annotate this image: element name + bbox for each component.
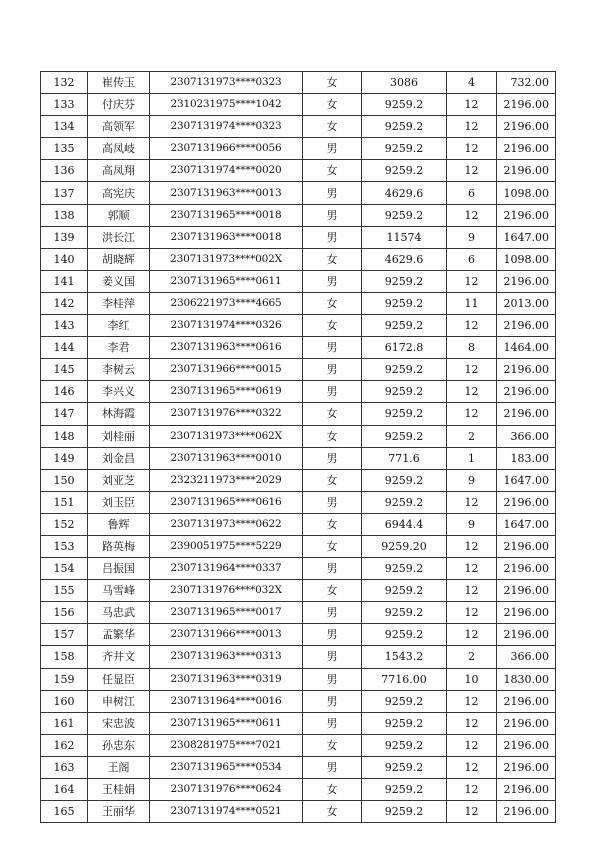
id-number-cell: 2323211973****2029 <box>150 469 303 491</box>
name-cell: 王桂娟 <box>88 779 150 801</box>
amount-cell: 2196.00 <box>497 381 556 403</box>
row-number-cell: 139 <box>41 226 88 248</box>
gender-cell: 男 <box>303 491 362 513</box>
base-amount-cell: 9259.2 <box>362 315 447 337</box>
id-number-cell: 2307131963****0313 <box>150 646 303 668</box>
name-cell: 胡晓辉 <box>88 248 150 270</box>
amount-cell: 732.00 <box>497 72 556 94</box>
row-number-cell: 133 <box>41 94 88 116</box>
months-cell: 6 <box>447 248 497 270</box>
id-number-cell: 2307131965****0611 <box>150 712 303 734</box>
base-amount-cell: 9259.2 <box>362 624 447 646</box>
table-row <box>41 513 556 535</box>
amount-cell: 1830.00 <box>497 668 556 690</box>
table-row <box>41 646 556 668</box>
id-number-cell: 2307131964****0337 <box>150 558 303 580</box>
months-cell: 12 <box>447 381 497 403</box>
table-row <box>41 226 556 248</box>
id-number-cell: 2307131965****0018 <box>150 204 303 226</box>
amount-cell: 2196.00 <box>497 756 556 778</box>
row-number-cell: 132 <box>41 72 88 94</box>
id-number-cell: 2307131973****0323 <box>150 72 303 94</box>
months-cell: 12 <box>447 712 497 734</box>
gender-cell: 男 <box>303 204 362 226</box>
id-number-cell: 2307131973****0622 <box>150 513 303 535</box>
id-number-cell: 2307131965****0616 <box>150 491 303 513</box>
amount-cell: 366.00 <box>497 425 556 447</box>
gender-cell: 女 <box>303 580 362 602</box>
base-amount-cell: 9259.2 <box>362 425 447 447</box>
months-cell: 12 <box>447 690 497 712</box>
table-row <box>41 779 556 801</box>
amount-cell: 2196.00 <box>497 535 556 557</box>
id-number-cell: 2306221973****4665 <box>150 292 303 314</box>
name-cell: 王阁 <box>88 756 150 778</box>
name-cell: 高宪庆 <box>88 182 150 204</box>
months-cell: 8 <box>447 337 497 359</box>
id-number-cell: 2310231975****1042 <box>150 94 303 116</box>
name-cell: 洪长江 <box>88 226 150 248</box>
amount-cell: 366.00 <box>497 646 556 668</box>
id-number-cell: 2307131965****0619 <box>150 381 303 403</box>
row-number-cell: 153 <box>41 535 88 557</box>
months-cell: 12 <box>447 756 497 778</box>
amount-cell: 1098.00 <box>497 248 556 270</box>
months-cell: 12 <box>447 734 497 756</box>
amount-cell: 2196.00 <box>497 138 556 160</box>
name-cell: 马忠武 <box>88 602 150 624</box>
gender-cell: 女 <box>303 248 362 270</box>
base-amount-cell: 9259.2 <box>362 558 447 580</box>
name-cell: 路英梅 <box>88 535 150 557</box>
months-cell: 12 <box>447 94 497 116</box>
gender-cell: 女 <box>303 734 362 756</box>
row-number-cell: 154 <box>41 558 88 580</box>
row-number-cell: 137 <box>41 182 88 204</box>
table-row <box>41 734 556 756</box>
table-row <box>41 116 556 138</box>
months-cell: 12 <box>447 491 497 513</box>
name-cell: 李兴义 <box>88 381 150 403</box>
base-amount-cell: 9259.2 <box>362 602 447 624</box>
table-row <box>41 381 556 403</box>
name-cell: 孙忠东 <box>88 734 150 756</box>
base-amount-cell: 9259.2 <box>362 204 447 226</box>
gender-cell: 女 <box>303 403 362 425</box>
row-number-cell: 149 <box>41 447 88 469</box>
months-cell: 6 <box>447 182 497 204</box>
id-number-cell: 2307131964****0016 <box>150 690 303 712</box>
row-number-cell: 151 <box>41 491 88 513</box>
id-number-cell: 2307131976****0624 <box>150 779 303 801</box>
amount-cell: 2196.00 <box>497 690 556 712</box>
gender-cell: 男 <box>303 690 362 712</box>
table-row <box>41 535 556 557</box>
gender-cell: 男 <box>303 138 362 160</box>
amount-cell: 2196.00 <box>497 734 556 756</box>
amount-cell: 2196.00 <box>497 116 556 138</box>
base-amount-cell: 9259.2 <box>362 491 447 513</box>
row-number-cell: 155 <box>41 580 88 602</box>
table-row <box>41 337 556 359</box>
months-cell: 9 <box>447 226 497 248</box>
base-amount-cell: 9259.2 <box>362 469 447 491</box>
months-cell: 12 <box>447 624 497 646</box>
gender-cell: 女 <box>303 116 362 138</box>
base-amount-cell: 771.6 <box>362 447 447 469</box>
row-number-cell: 165 <box>41 801 88 823</box>
amount-cell: 2196.00 <box>497 491 556 513</box>
name-cell: 李红 <box>88 315 150 337</box>
name-cell: 林海霞 <box>88 403 150 425</box>
amount-cell: 2196.00 <box>497 270 556 292</box>
row-number-cell: 145 <box>41 359 88 381</box>
name-cell: 吕振国 <box>88 558 150 580</box>
amount-cell: 2013.00 <box>497 292 556 314</box>
table-row <box>41 204 556 226</box>
gender-cell: 男 <box>303 712 362 734</box>
name-cell: 宋忠波 <box>88 712 150 734</box>
amount-cell: 1647.00 <box>497 513 556 535</box>
id-number-cell: 2307131976****032X <box>150 580 303 602</box>
row-number-cell: 138 <box>41 204 88 226</box>
amount-cell: 2196.00 <box>497 204 556 226</box>
name-cell: 崔传玉 <box>88 72 150 94</box>
name-cell: 高凤翔 <box>88 160 150 182</box>
table-row <box>41 602 556 624</box>
table-row <box>41 94 556 116</box>
months-cell: 12 <box>447 779 497 801</box>
base-amount-cell: 9259.2 <box>362 712 447 734</box>
amount-cell: 183.00 <box>497 447 556 469</box>
id-number-cell: 2307131963****0616 <box>150 337 303 359</box>
table-row <box>41 469 556 491</box>
base-amount-cell: 6172.8 <box>362 337 447 359</box>
gender-cell: 女 <box>303 513 362 535</box>
gender-cell: 女 <box>303 801 362 823</box>
base-amount-cell: 9259.2 <box>362 734 447 756</box>
id-number-cell: 2307131974****0521 <box>150 801 303 823</box>
base-amount-cell: 9259.2 <box>362 690 447 712</box>
base-amount-cell: 9259.2 <box>362 138 447 160</box>
id-number-cell: 2307131973****002X <box>150 248 303 270</box>
table-row <box>41 182 556 204</box>
name-cell: 王丽华 <box>88 801 150 823</box>
table-row <box>41 558 556 580</box>
table-row <box>41 359 556 381</box>
name-cell: 付庆芬 <box>88 94 150 116</box>
base-amount-cell: 9259.2 <box>362 359 447 381</box>
gender-cell: 男 <box>303 668 362 690</box>
id-number-cell: 2307131974****0020 <box>150 160 303 182</box>
id-number-cell: 2307131966****0015 <box>150 359 303 381</box>
base-amount-cell: 9259.2 <box>362 94 447 116</box>
base-amount-cell: 1543.2 <box>362 646 447 668</box>
row-number-cell: 147 <box>41 403 88 425</box>
gender-cell: 男 <box>303 558 362 580</box>
name-cell: 郭顺 <box>88 204 150 226</box>
table-row <box>41 72 556 94</box>
table-row <box>41 712 556 734</box>
table-row <box>41 447 556 469</box>
months-cell: 12 <box>447 315 497 337</box>
base-amount-cell: 11574 <box>362 226 447 248</box>
gender-cell: 女 <box>303 779 362 801</box>
amount-cell: 1647.00 <box>497 469 556 491</box>
gender-cell: 男 <box>303 226 362 248</box>
row-number-cell: 150 <box>41 469 88 491</box>
amount-cell: 2196.00 <box>497 624 556 646</box>
months-cell: 12 <box>447 138 497 160</box>
id-number-cell: 2308281975****7021 <box>150 734 303 756</box>
name-cell: 马雪峰 <box>88 580 150 602</box>
months-cell: 12 <box>447 359 497 381</box>
base-amount-cell: 9259.20 <box>362 535 447 557</box>
amount-cell: 2196.00 <box>497 580 556 602</box>
gender-cell: 男 <box>303 602 362 624</box>
row-number-cell: 152 <box>41 513 88 535</box>
name-cell: 孟繁华 <box>88 624 150 646</box>
id-number-cell: 2307131976****0322 <box>150 403 303 425</box>
months-cell: 12 <box>447 801 497 823</box>
name-cell: 姜义国 <box>88 270 150 292</box>
amount-cell: 2196.00 <box>497 359 556 381</box>
base-amount-cell: 9259.2 <box>362 801 447 823</box>
row-number-cell: 142 <box>41 292 88 314</box>
id-number-cell: 2307131974****0323 <box>150 116 303 138</box>
base-amount-cell: 9259.2 <box>362 580 447 602</box>
id-number-cell: 2307131963****0018 <box>150 226 303 248</box>
name-cell: 申树江 <box>88 690 150 712</box>
row-number-cell: 162 <box>41 734 88 756</box>
id-number-cell: 2307131965****0611 <box>150 270 303 292</box>
months-cell: 12 <box>447 580 497 602</box>
base-amount-cell: 9259.2 <box>362 756 447 778</box>
name-cell: 鲁辉 <box>88 513 150 535</box>
table-row <box>41 801 556 823</box>
row-number-cell: 158 <box>41 646 88 668</box>
row-number-cell: 161 <box>41 712 88 734</box>
amount-cell: 2196.00 <box>497 801 556 823</box>
name-cell: 齐井文 <box>88 646 150 668</box>
table-row <box>41 292 556 314</box>
gender-cell: 男 <box>303 359 362 381</box>
table-row <box>41 756 556 778</box>
months-cell: 2 <box>447 425 497 447</box>
id-number-cell: 2307131974****0326 <box>150 315 303 337</box>
months-cell: 12 <box>447 160 497 182</box>
row-number-cell: 164 <box>41 779 88 801</box>
gender-cell: 男 <box>303 381 362 403</box>
base-amount-cell: 4629.6 <box>362 182 447 204</box>
row-number-cell: 141 <box>41 270 88 292</box>
row-number-cell: 134 <box>41 116 88 138</box>
table-row <box>41 491 556 513</box>
id-number-cell: 2307131965****0534 <box>150 756 303 778</box>
gender-cell: 女 <box>303 469 362 491</box>
amount-cell: 2196.00 <box>497 94 556 116</box>
base-amount-cell: 6944.4 <box>362 513 447 535</box>
months-cell: 12 <box>447 558 497 580</box>
row-number-cell: 143 <box>41 315 88 337</box>
amount-cell: 1647.00 <box>497 226 556 248</box>
months-cell: 4 <box>447 72 497 94</box>
gender-cell: 女 <box>303 160 362 182</box>
gender-cell: 女 <box>303 535 362 557</box>
row-number-cell: 148 <box>41 425 88 447</box>
name-cell: 刘桂丽 <box>88 425 150 447</box>
base-amount-cell: 9259.2 <box>362 270 447 292</box>
table-row <box>41 624 556 646</box>
months-cell: 9 <box>447 469 497 491</box>
amount-cell: 1464.00 <box>497 337 556 359</box>
name-cell: 高凤岐 <box>88 138 150 160</box>
table-row <box>41 403 556 425</box>
months-cell: 12 <box>447 204 497 226</box>
table-row <box>41 690 556 712</box>
row-number-cell: 163 <box>41 756 88 778</box>
base-amount-cell: 9259.2 <box>362 292 447 314</box>
name-cell: 刘亚芝 <box>88 469 150 491</box>
name-cell: 刘玉臣 <box>88 491 150 513</box>
name-cell: 任显臣 <box>88 668 150 690</box>
id-number-cell: 2307131965****0017 <box>150 602 303 624</box>
row-number-cell: 136 <box>41 160 88 182</box>
months-cell: 12 <box>447 116 497 138</box>
id-number-cell: 2307131963****0013 <box>150 182 303 204</box>
months-cell: 2 <box>447 646 497 668</box>
gender-cell: 男 <box>303 182 362 204</box>
table-row <box>41 138 556 160</box>
months-cell: 12 <box>447 535 497 557</box>
amount-cell: 2196.00 <box>497 779 556 801</box>
table-row <box>41 315 556 337</box>
gender-cell: 女 <box>303 292 362 314</box>
id-number-cell: 2307131973****062X <box>150 425 303 447</box>
name-cell: 李树云 <box>88 359 150 381</box>
months-cell: 10 <box>447 668 497 690</box>
id-number-cell: 2307131963****0319 <box>150 668 303 690</box>
base-amount-cell: 9259.2 <box>362 779 447 801</box>
row-number-cell: 157 <box>41 624 88 646</box>
amount-cell: 2196.00 <box>497 602 556 624</box>
amount-cell: 2196.00 <box>497 558 556 580</box>
id-number-cell: 2307131966****0056 <box>150 138 303 160</box>
table-row <box>41 270 556 292</box>
months-cell: 12 <box>447 403 497 425</box>
row-number-cell: 140 <box>41 248 88 270</box>
id-number-cell: 2390051975****5229 <box>150 535 303 557</box>
name-cell: 李桂萍 <box>88 292 150 314</box>
id-number-cell: 2307131966****0013 <box>150 624 303 646</box>
name-cell: 刘金昌 <box>88 447 150 469</box>
roster-table <box>40 71 556 823</box>
gender-cell: 男 <box>303 337 362 359</box>
gender-cell: 女 <box>303 315 362 337</box>
amount-cell: 2196.00 <box>497 160 556 182</box>
row-number-cell: 146 <box>41 381 88 403</box>
amount-cell: 2196.00 <box>497 712 556 734</box>
base-amount-cell: 9259.2 <box>362 160 447 182</box>
table-row <box>41 580 556 602</box>
table-row <box>41 668 556 690</box>
months-cell: 9 <box>447 513 497 535</box>
months-cell: 11 <box>447 292 497 314</box>
gender-cell: 男 <box>303 447 362 469</box>
name-cell: 高领军 <box>88 116 150 138</box>
gender-cell: 男 <box>303 270 362 292</box>
gender-cell: 男 <box>303 646 362 668</box>
gender-cell: 女 <box>303 94 362 116</box>
amount-cell: 2196.00 <box>497 403 556 425</box>
gender-cell: 男 <box>303 624 362 646</box>
base-amount-cell: 9259.2 <box>362 381 447 403</box>
table-body <box>41 72 556 823</box>
row-number-cell: 160 <box>41 690 88 712</box>
base-amount-cell: 3086 <box>362 72 447 94</box>
gender-cell: 女 <box>303 72 362 94</box>
base-amount-cell: 9259.2 <box>362 116 447 138</box>
row-number-cell: 135 <box>41 138 88 160</box>
gender-cell: 男 <box>303 756 362 778</box>
id-number-cell: 2307131963****0010 <box>150 447 303 469</box>
months-cell: 1 <box>447 447 497 469</box>
table-row <box>41 425 556 447</box>
table-row <box>41 160 556 182</box>
amount-cell: 2196.00 <box>497 315 556 337</box>
months-cell: 12 <box>447 602 497 624</box>
name-cell: 李君 <box>88 337 150 359</box>
base-amount-cell: 9259.2 <box>362 403 447 425</box>
base-amount-cell: 4629.6 <box>362 248 447 270</box>
row-number-cell: 144 <box>41 337 88 359</box>
base-amount-cell: 7716.00 <box>362 668 447 690</box>
months-cell: 12 <box>447 270 497 292</box>
row-number-cell: 156 <box>41 602 88 624</box>
row-number-cell: 159 <box>41 668 88 690</box>
gender-cell: 女 <box>303 425 362 447</box>
amount-cell: 1098.00 <box>497 182 556 204</box>
table-row <box>41 248 556 270</box>
